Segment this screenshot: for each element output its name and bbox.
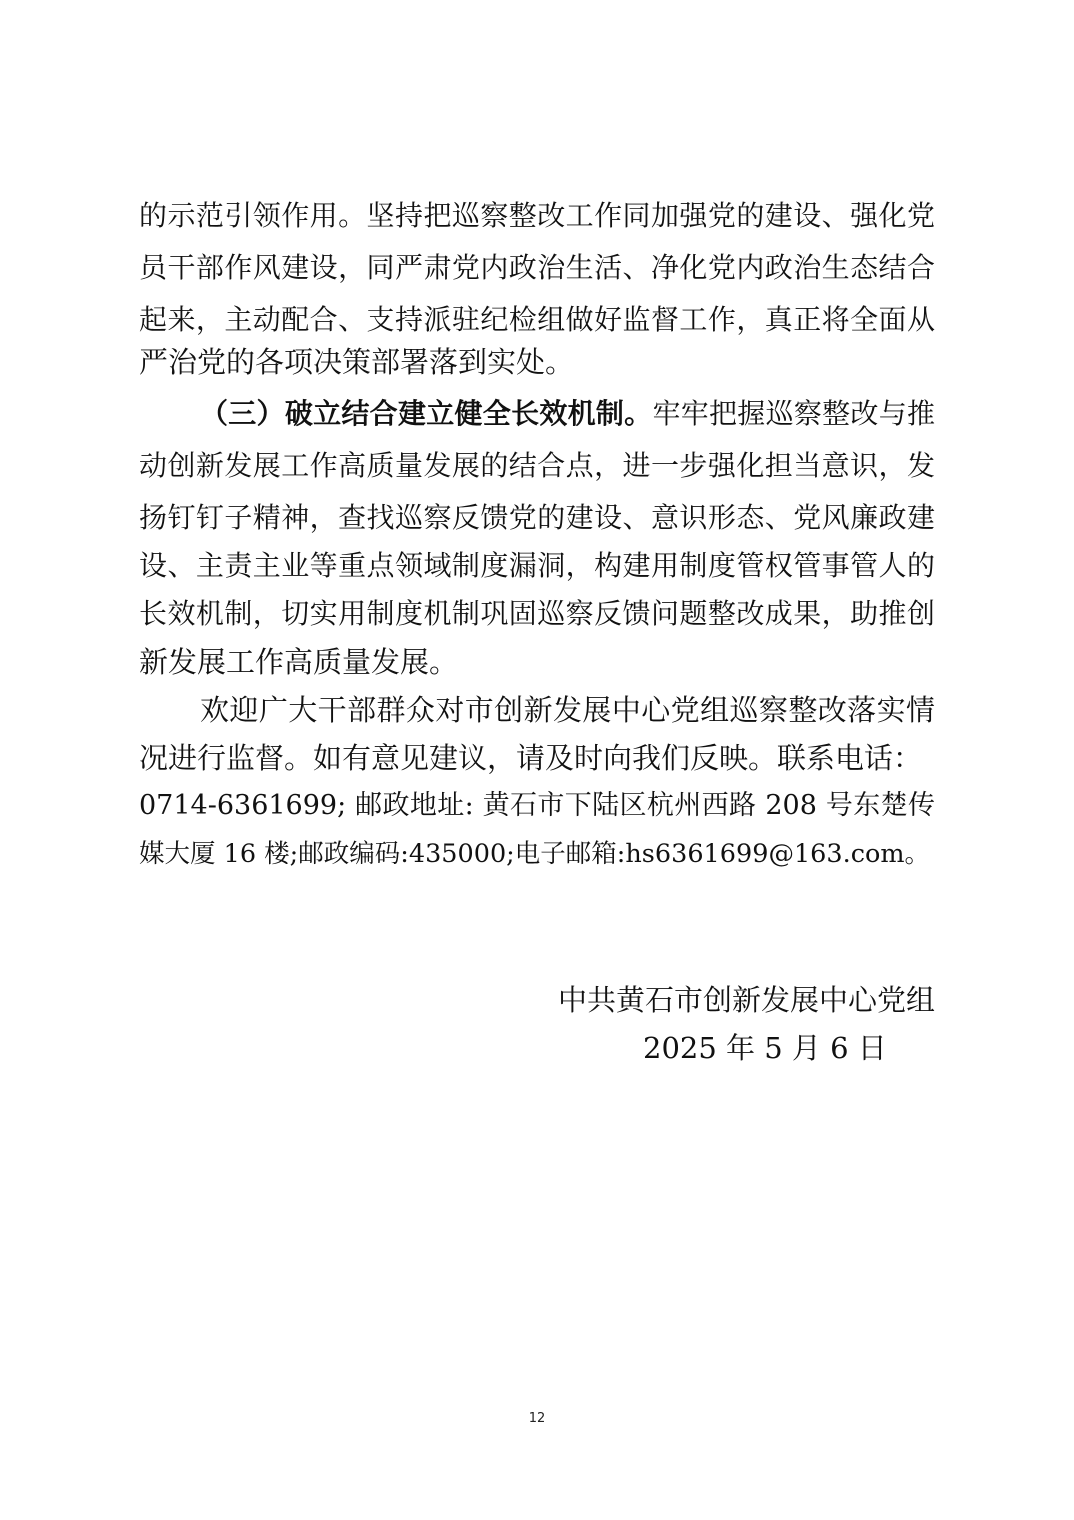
signature-date: 2025 年 5 月 6 日 <box>643 1031 887 1065</box>
paragraph-3-line-1: 欢迎广大干部群众对市创新发展中心党组巡察整改落实情 <box>200 693 935 727</box>
paragraph-2-line-6: 新发展工作高质量发展。 <box>139 645 459 679</box>
paragraph-2-line-5: 长效机制，切实用制度机制巩固巡察反馈问题整改成果，助推创 <box>139 597 935 630</box>
paragraph-3-line-2: 况进行监督。如有意见建议，请及时向我们反映。联系电话： <box>139 741 923 775</box>
signature-organization: 中共黄石市创新发展中心党组 <box>557 983 935 1017</box>
paragraph-1-line-1: 的示范引领作用。坚持把巡察整改工作同加强党的建设、强化党 <box>139 199 935 232</box>
paragraph-2-line-1 <box>200 388 935 440</box>
page-number: 12 <box>528 1411 546 1426</box>
section-heading: （三）破立结合建立健全长效机制。 <box>200 397 653 430</box>
paragraph-2-line-3: 扬钉钉子精神，查找巡察反馈党的建设、意识形态、党风廉政建 <box>139 501 935 534</box>
paragraph-1-line-4: 严治党的各项决策部署落到实处。 <box>139 345 575 379</box>
paragraph-2-line-4: 设、主责主业等重点领域制度漏洞，构建用制度管权管事管人的 <box>139 549 935 582</box>
paragraph-1-line-3: 起来，主动配合、支持派驻纪检组做好监督工作，真正将全面从 <box>139 303 935 336</box>
paragraph-3-line-3: 0714-6361699; 邮政地址: 黄石市下陆区杭州西路 208 号东楚传 <box>139 790 935 821</box>
paragraph-3-line-4: 媒大厦 16 楼;邮政编码:435000;电子邮箱:hs6361699@163.com。 <box>139 839 931 869</box>
paragraph-1-line-2: 员干部作风建设，同严肃党内政治生活、净化党内政治生态结合 <box>139 251 935 284</box>
paragraph-2-line-1-text: 牢牢把握巡察整改与推 <box>652 397 935 430</box>
paragraph-2-line-2: 动创新发展工作高质量发展的结合点，进一步强化担当意识，发 <box>139 449 935 482</box>
